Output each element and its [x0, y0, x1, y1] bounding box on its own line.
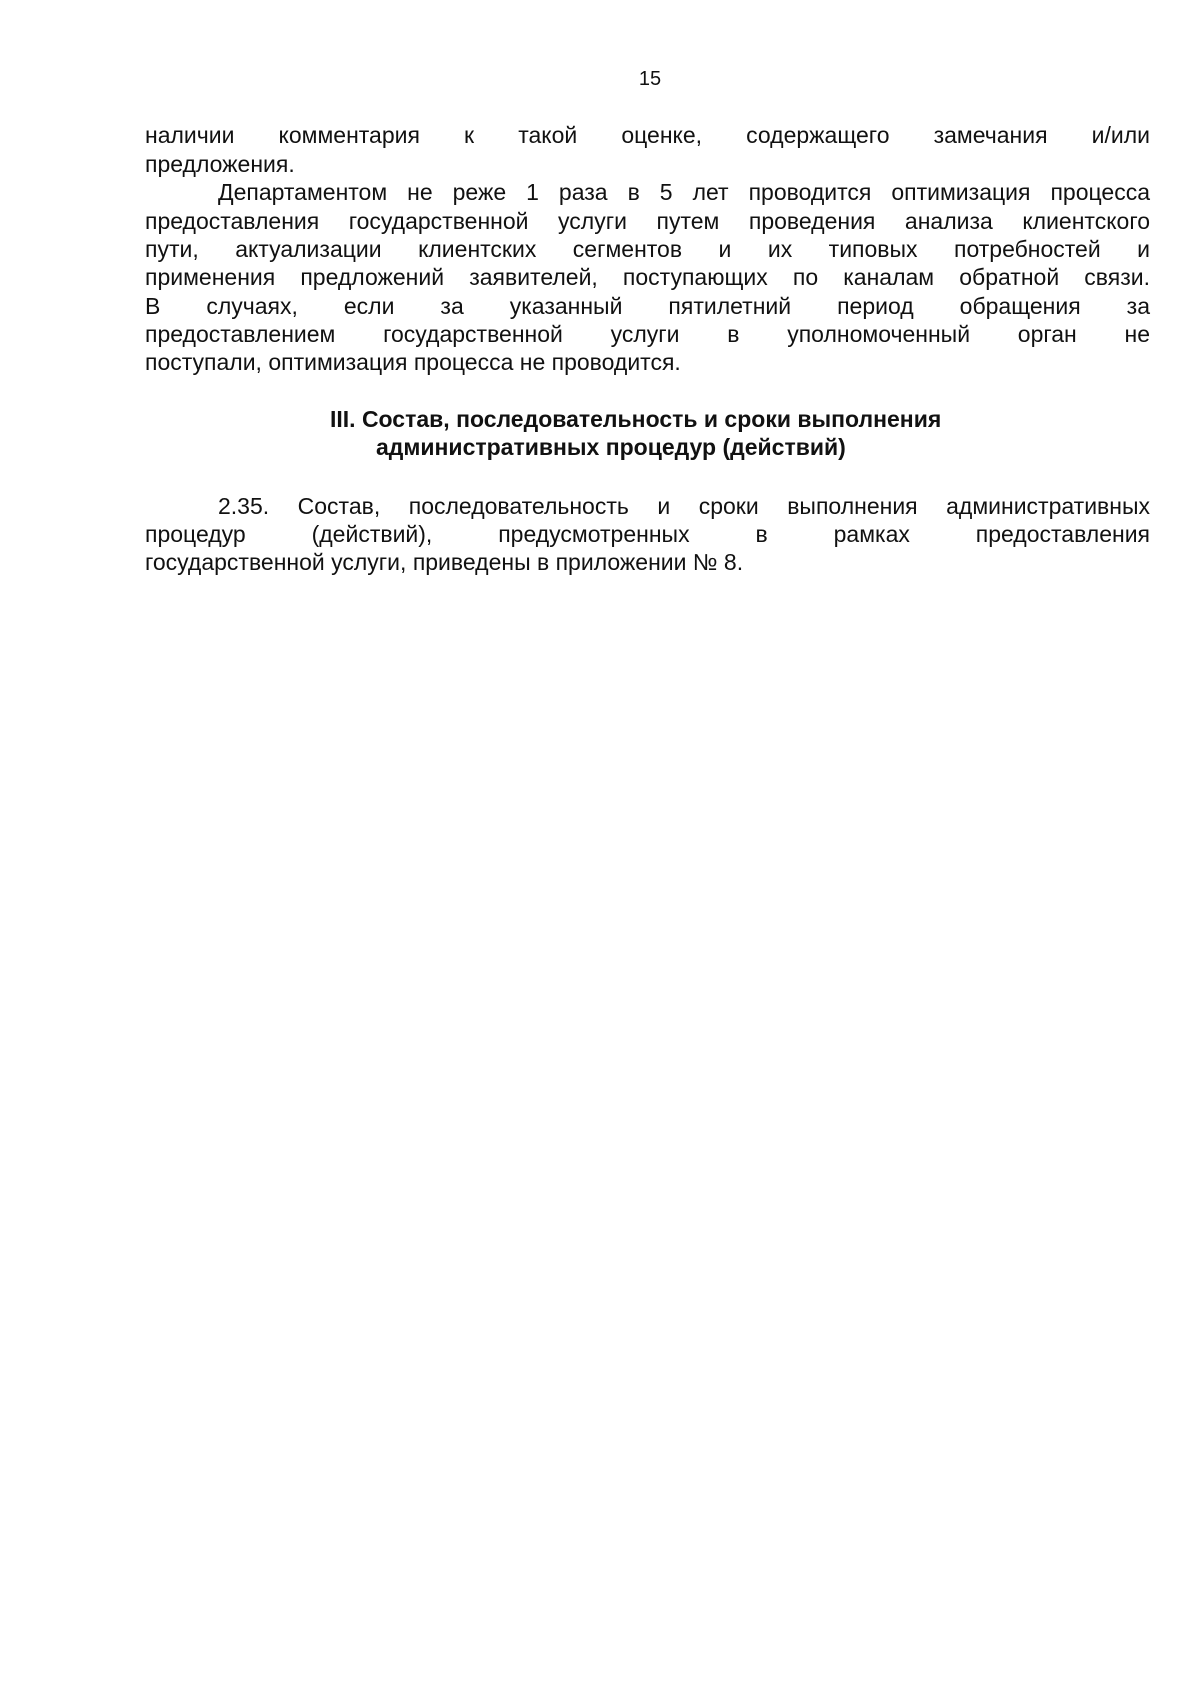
paragraph-line: поступали, оптимизация процесса не проводится. — [145, 349, 681, 375]
page-number: 15 — [638, 68, 662, 90]
paragraph-line: применения предложений заявителей, поступающих по каналам обратной связи. — [145, 264, 1150, 290]
paragraph-line: предложения. — [145, 151, 295, 177]
paragraph-line: 2.35. Состав, последовательность и сроки выполнения административных — [218, 493, 1150, 519]
section-heading-line: III. Состав, последовательность и сроки выполнения — [330, 406, 942, 432]
section-heading-line: административных процедур (действий) — [376, 434, 846, 460]
paragraph-line: пути, актуализации клиентских сегментов и их типовых потребностей и — [145, 236, 1150, 262]
paragraph-line: процедур (действий), предусмотренных в рамках предоставления — [145, 521, 1150, 547]
paragraph-line: предоставления государственной услуги путем проведения анализа клиентского — [145, 208, 1150, 234]
paragraph-line: В случаях, если за указанный пятилетний период обращения за — [145, 293, 1150, 319]
paragraph-line: наличии комментария к такой оценке, содержащего замечания и/или — [145, 122, 1150, 148]
paragraph-line: государственной услуги, приведены в приложении № 8. — [145, 549, 744, 575]
paragraph-line: предоставлением государственной услуги в уполномоченный орган не — [145, 321, 1150, 347]
paragraph-line: Департаментом не реже 1 раза в 5 лет проводится оптимизация процесса — [218, 179, 1150, 205]
